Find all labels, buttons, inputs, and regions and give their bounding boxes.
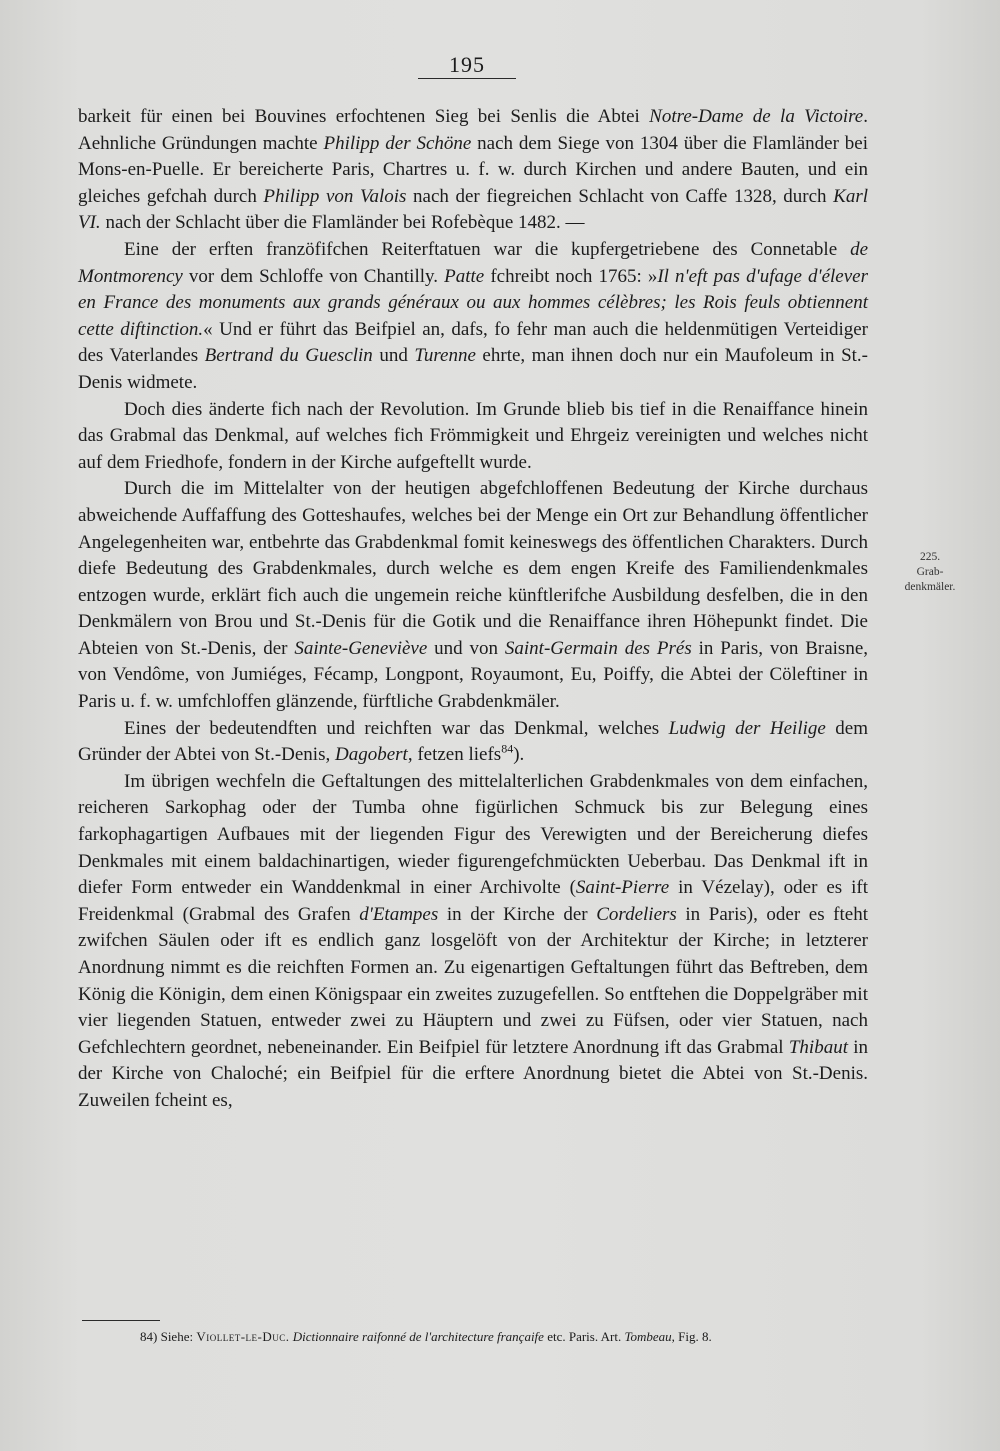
italic-text: Il n'eft pas d'ufage d'élever en France des monuments aux grands généraux ou aux hommes célèbres; les Rois feuls obtiennent cette diftinction. bbox=[78, 265, 868, 340]
footnote-title: Dictionnaire raifonné de l'architecture françaife bbox=[292, 1329, 544, 1344]
italic-text: Patte bbox=[444, 265, 485, 287]
footnote-middle: etc. Paris. Art. bbox=[543, 1329, 625, 1344]
footnote-author: Viollet-le-Duc. bbox=[196, 1329, 290, 1344]
text-run: , fetzen liefs bbox=[407, 744, 502, 766]
paragraph bbox=[78, 476, 868, 715]
footnote-reference: 84 bbox=[501, 741, 514, 756]
margin-note-line-1: Grab- bbox=[916, 566, 944, 578]
margin-note-line-2: denkmäler. bbox=[904, 581, 956, 593]
paragraph bbox=[78, 397, 868, 477]
italic-text: Saint-Germain des Prés bbox=[504, 637, 692, 659]
paragraph bbox=[78, 716, 868, 769]
text-run: Doch dies änderte fich nach der Revolution. Im Grunde blieb bis tief in die Renaiffance hinein das Grabmal das Denkmal, auf welches fich Frömmigkeit und Ehrgeiz vereinigten und welches nicht auf dem Friedhofe, fondern in der Kirche aufgeftellt wurde. bbox=[78, 398, 868, 473]
footnote-rule bbox=[82, 1320, 160, 1321]
text-run: Durch die im Mittelalter von der heutigen abgefchloffenen Bedeutung der Kirche durchaus abweichende Auffaffung des Gotteshaufes, welches bei der Menge ein Ort zur Behandlung öffentlicher Angelegenheiten war, entbehrte das Grabdenkmal fomit keineswegs des öffentlichen Charakters. Durch diefe Bedeutung des Grabdenkmales, durch welche es dem engen Kreife des Familiendenkmales entzogen wurde, erklärt fich auch die ungemein reiche künftlerifche Ausbildung desfelben, die in den Denkmälern von Brou und St.-Denis für die Gotik und die Renaiffance ihren Höhepunkt findet. Die Abteien von St.-Denis, der bbox=[78, 478, 868, 659]
page-number: 195 bbox=[449, 52, 485, 77]
italic-text: Ludwig der Heilige bbox=[668, 717, 826, 739]
paragraph bbox=[78, 237, 868, 397]
italic-text: Dagobert bbox=[334, 744, 408, 766]
page-number-rule bbox=[418, 78, 516, 79]
margin-note-number: 225. bbox=[919, 551, 941, 563]
footnote-marker: 84) bbox=[140, 1329, 158, 1344]
main-text bbox=[78, 104, 868, 1115]
text-run: in der Kirche der bbox=[438, 903, 597, 925]
text-run: « Und er führt das Beifpiel an, dafs, fo fehr man auch die heldenmütigen Verteidiger des Vaterlandes bbox=[78, 318, 868, 367]
italic-text: Thibaut bbox=[788, 1036, 848, 1058]
text-run: in Paris), oder es fteht zwifchen Säulen oder ift es endlich ganz losgelöft von der Architektur der Kirche; in letzterer Anordnung nimmt es die reichften Formen an. Zu eigenartigen Geftaltungen führt das Beftreben, dem König die Königin, dem einen Königspaar ein zweites zuzugefellen. So entftehen die Doppelgräber mit vier liegenden Statuen, entweder zwei zu Häuptern und zwei zu Füfsen, oder vier Statuen, nach Gefchlechtern geordnet, nebeneinander. Ein Beifpiel für letztere Anordnung ift das Grabmal bbox=[78, 903, 869, 1058]
text-run: barkeit für einen bei Bouvines erfochtenen Sieg bei Senlis die Abtei bbox=[78, 106, 650, 127]
paragraph bbox=[78, 769, 868, 1115]
italic-text: d'Etampes bbox=[359, 903, 439, 925]
italic-text: Saint-Pierre bbox=[575, 877, 670, 899]
text-run: nach dem Siege von 1304 über die Flamländer bei Mons-en-Puelle. Er bereicherte Paris, Chartres u. f. w. durch Kirchen und andere Bauten, und ein gleiches gefchah durch bbox=[78, 132, 868, 207]
text-run: in der Kirche von Chaloché; ein Beifpiel für die erftere Anordnung bietet die Abtei von St.-Denis. Zuweilen fcheint es, bbox=[78, 1036, 868, 1111]
text-run: nach der fiegreichen Schlacht von Caffe 1328, durch bbox=[406, 185, 834, 207]
text-run: in Paris, von Braisne, von Vendôme, von Jumiéges, Fécamp, Longpont, Royaumont, Eu, Poiffy, die Abtei der Cöleftiner in Paris u. f. w. umfchloffen glänzende, fürftliche Grabdenkmäler. bbox=[78, 637, 869, 713]
text-run: vor dem Schloffe von Chantilly. bbox=[182, 265, 445, 287]
text-run: dem Gründer der Abtei von St.-Denis, bbox=[78, 717, 868, 766]
text-run: und von bbox=[427, 637, 505, 659]
text-run: ehrte, man ihnen doch nur ein Maufoleum in St.-Denis widmete. bbox=[78, 345, 868, 393]
italic-text: de Montmorency bbox=[78, 238, 868, 287]
margin-note bbox=[884, 550, 976, 595]
text-run: . Aehnliche Gründungen machte bbox=[78, 106, 868, 154]
italic-text: Notre-Dame de la Victoire bbox=[649, 106, 864, 127]
italic-text: Bertrand du Guesclin bbox=[204, 345, 373, 367]
italic-text: Sainte-Geneviève bbox=[294, 637, 428, 659]
text-run: ). bbox=[513, 744, 525, 766]
italic-text: Karl VI. bbox=[78, 185, 868, 234]
text-run: in Vézelay), oder es ift Freidenkmal (Grabmal des Grafen bbox=[78, 877, 868, 925]
footnote bbox=[140, 1328, 880, 1346]
text-run: Im übrigen wechfeln die Geftaltungen des mittelalterlichen Grabdenkmales von dem einfachen, reicheren Sarkophag oder der Tumba ohne figürlichen Schmuck bis zur Belegung eines farkophagartigen Aufbaues mit der liegenden Figur des Verewigten und der Bereicherung diefes Denkmales mit einem baldachinartigen, wieder figurengefchmückten Ueberbau. Das Denkmal ift in diefer Form entweder ein Wanddenkmal in einer Archivolte ( bbox=[78, 770, 868, 899]
italic-text: Philipp von Valois bbox=[263, 185, 407, 207]
italic-text: Philipp der Schöne bbox=[323, 132, 472, 154]
footnote-prefix: Siehe: bbox=[157, 1329, 197, 1344]
text-run: Eines der bedeutendften und reichften war das Denkmal, welches bbox=[124, 717, 669, 739]
text-run: fchreibt noch 1765: » bbox=[484, 265, 658, 287]
paragraph bbox=[78, 104, 868, 237]
text-run: Eine der erften franzöfifchen Reiterftatuen war die kupfergetriebene des Connetable bbox=[124, 238, 851, 260]
footnote-article: Tombeau bbox=[624, 1329, 672, 1344]
text-run: nach der Schlacht über die Flamländer bei Rofebèque 1482. — bbox=[100, 212, 585, 234]
footnote-suffix: , Fig. 8. bbox=[671, 1329, 712, 1344]
text-run: und bbox=[372, 345, 415, 367]
italic-text: Cordeliers bbox=[596, 903, 677, 925]
italic-text: Turenne bbox=[414, 345, 476, 367]
